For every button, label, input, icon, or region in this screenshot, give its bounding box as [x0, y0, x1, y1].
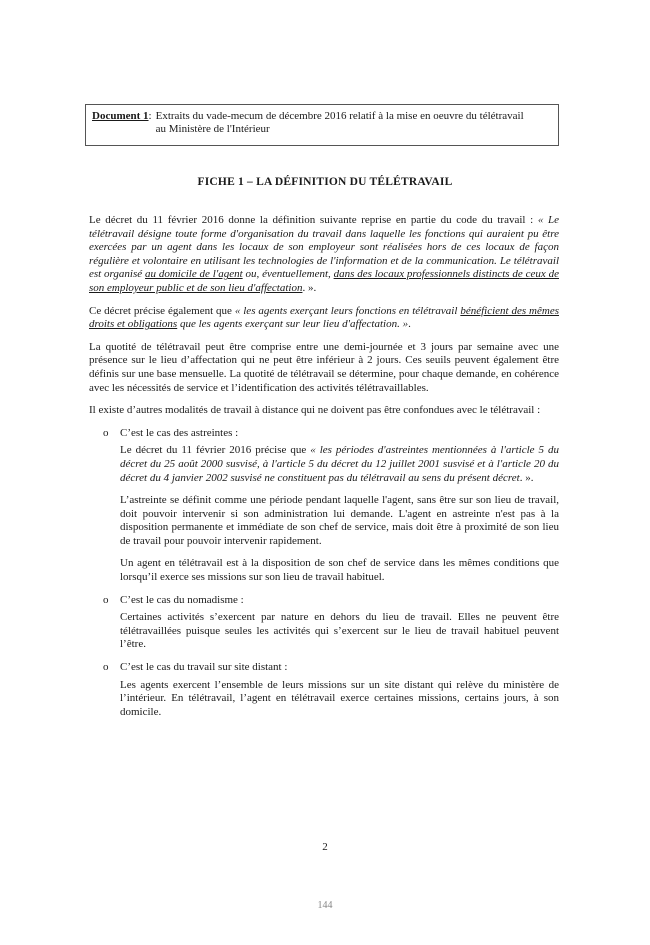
definition-quote: « Le télétravail désigne toute forme d'organisation du travail dans laquelle les fonctions qui auraient pu être exercées par un agent dans les locaux de son employeur sont réalisées hors de ces locaux de façon régulière et volontaire en utilisant les technologies de l'information et de la communication. Le télétravail est organisé: [89, 214, 560, 281]
paragraph-rights: [89, 305, 559, 332]
document-header-box: [85, 104, 559, 146]
paragraph-definition: [89, 214, 559, 296]
site-distant-text: Les agents exercent l’ensemble de leurs missions sur un site distant qui relève du ministère de l’intérieur. En télétravail, l’agent en télétravail exerce certaines missions, certains jours, à son domicile.: [120, 678, 559, 718]
list-item-nomadisme: [89, 594, 559, 608]
paragraph-other-modalities: Il existe d’autres modalités de travail à distance qui ne doivent pas être confondues avec le télétravail :: [89, 404, 541, 417]
definition-intro: Le décret du 11 février 2016 donne la définition suivante reprise en partie du code du travail :: [89, 214, 538, 226]
rights-intro: Ce décret précise également que: [89, 304, 235, 317]
astreintes-decree: [89, 444, 559, 485]
astreintes-decree-end: . ».: [519, 471, 534, 484]
footer-number: 144: [317, 900, 333, 911]
paragraph-quotite: La quotité de télétravail peut être comprise entre une demi-journée et 3 jours par semaine avec une présence sur le lieu d’affectation qui ne peut être inférieur à 2 jours. Ces seuils peuvent également être définis sur une base mensuelle. La quotité de télétravail se détermine, pour chaque demande, en cohérence avec les nécessités de service et l’identification des activités télétravaillables.: [89, 340, 559, 394]
astreintes-decree-quote: « les périodes d'astreintes mentionnées à l'article 5 du décret du 25 août 2000 susvisé, à l'article 5 du décret du 12 juillet 2001 susvisé et à l'article 20 du décret du 4 janvier 2002 susvisé ne constituent pas du télétravail au sens du présent décret: [120, 444, 559, 484]
definition-quote-underlined-2: dans des locaux professionnels distincts de ceux de son employeur public et de son lieu d'affectation: [89, 268, 560, 294]
definition-quote-mid: ou, éventuellement,: [242, 268, 334, 281]
astreintes-definition: L’astreinte se définit comme une période pendant laquelle l'agent, sans être sur son lieu de travail, doit pouvoir intervenir si son administration lui demande. L'agent en astreinte n'est pas à la disposition permanente et immédiate de son chef de service, mais doit être à proximité de son lieu de travail pour pouvoir intervenir rapidement.: [120, 494, 559, 547]
document-label-colon: :: [148, 110, 152, 122]
nomadisme-text: Certaines activités s’exercent par nature en dehors du lieu de travail. Elles ne peuvent être télétravaillées puisque seules les activités qui s’exercent sur le lieu de travail habituel peuvent l’être.: [120, 611, 559, 651]
list-item-heading: C’est le cas des astreintes :: [120, 426, 239, 439]
list-item-heading: C’est le cas du travail sur site distant :: [120, 661, 288, 674]
list-item-astreintes: [89, 427, 559, 441]
list-item-site-distant: [89, 661, 559, 675]
bullet-marker: o: [103, 426, 109, 439]
bullet-marker: o: [103, 661, 109, 674]
astreintes-comparison: Un agent en télétravail est à la disposition de son chef de service dans les mêmes conditions que lorsqu’il exerce ses missions sur son lieu de travail habituel.: [120, 557, 559, 584]
page-title: FICHE 1 – LA DÉFINITION DU TÉLÉTRAVAIL: [197, 176, 453, 188]
document-body: [89, 214, 559, 728]
rights-quote: « les agents exerçant leurs fonctions en télétravail: [234, 304, 461, 317]
bullet-marker: o: [103, 593, 109, 606]
definition-quote-underlined-1: au domicile de l'agent: [145, 268, 243, 281]
document-description-line2: au Ministère de l'Intérieur: [155, 123, 270, 135]
definition-quote-end: . ».: [302, 281, 317, 294]
document-label: Document 1: [92, 110, 149, 122]
rights-period: .: [408, 318, 411, 331]
astreintes-decree-intro: Le décret du 11 février 2016 précise que: [120, 444, 311, 457]
list-item-heading: C’est le cas du nomadisme :: [120, 593, 244, 606]
document-description-line1: Extraits du vade-mecum de décembre 2016 relatif à la mise en oeuvre du télétravail: [155, 110, 524, 122]
page-number: 2: [322, 841, 328, 853]
rights-quote-underlined: bénéficient des mêmes droits et obligations: [89, 304, 559, 331]
rights-quote-end: que les agents exerçant sur leur lieu d'affectation. »: [177, 318, 409, 331]
